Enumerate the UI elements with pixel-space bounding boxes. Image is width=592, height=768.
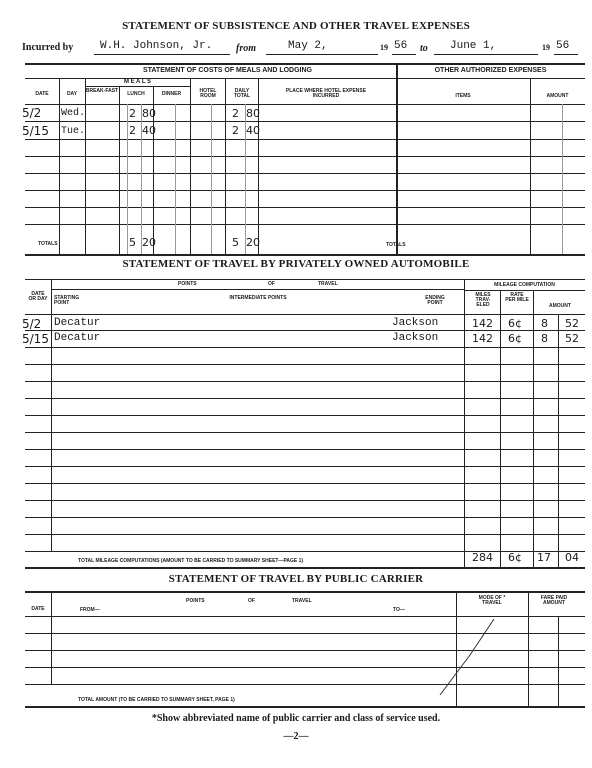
auto-row-start: Decatur (54, 317, 101, 329)
auto-col-intermediate: INTERMEDIATE POINTS (229, 295, 287, 301)
other-totals-label: TOTALS (386, 242, 406, 248)
totals-lunch-cents: 20 (142, 236, 156, 249)
auto-total-label: TOTAL MILEAGE COMPUTATIONS (AMOUNT TO BE CARRIED TO SUMMARY SHEET—PAGE 1) (78, 558, 304, 564)
auto-points-label: POINTS (178, 281, 197, 287)
to-label: to (420, 43, 428, 54)
auto-col-rate: RATE PER MILE (505, 292, 529, 303)
col-day: DAY (66, 91, 78, 97)
col-hotel-room: HOTEL ROOM (199, 88, 217, 99)
col-place: PLACE WHERE HOTEL EXPENSE INCURRED (285, 88, 367, 99)
auto-section-title: STATEMENT OF TRAVEL BY PRIVATELY OWNED AUTOMOBILE (122, 258, 470, 270)
totals-daily-cents: 20 (246, 236, 260, 249)
col-dinner: DINNER (161, 91, 182, 97)
totals-daily-dollars: 5 (232, 236, 239, 249)
year-prefix-1: 19 (380, 43, 388, 52)
auto-col-start: STARTING POINT (54, 295, 80, 306)
auto-row-end: Jackson (392, 317, 439, 329)
year-prefix-2: 19 (542, 43, 550, 52)
auto-row-amount-cents: 52 (565, 332, 579, 345)
page-title: STATEMENT OF SUBSISTENCE AND OTHER TRAVEL EXPENSES (122, 20, 470, 32)
meal-row-lunch-cents: 40 (142, 124, 156, 137)
meals-label: M E A L S (123, 79, 152, 85)
col-daily-total: DAILY TOTAL (233, 88, 251, 99)
from-date-value: May 2, (288, 40, 328, 52)
meal-row-day: Wed. (61, 108, 86, 119)
carrier-col-date: DATE (31, 606, 45, 612)
col-lunch: LUNCH (127, 91, 145, 97)
year-2-value: 56 (556, 40, 570, 52)
meal-row-total-dollars: 2 (232, 124, 239, 137)
auto-col-amount: AMOUNT (549, 303, 571, 309)
auto-row-date: 5/2 (22, 317, 42, 331)
meal-row-lunch-dollars: 2 (129, 107, 136, 120)
footer-note: *Show abbreviated name of public carrier and class of service used. (151, 713, 441, 724)
meal-row-total-cents: 80 (246, 107, 260, 120)
carrier-total-label: TOTAL AMOUNT (TO BE CARRIED TO SUMMARY SHEET, PAGE 1) (78, 697, 235, 703)
carrier-col-fare: FARE PAID AMOUNT (540, 595, 568, 606)
col-items: ITEMS (455, 93, 471, 99)
auto-total-amount-dollars: 17 (537, 551, 551, 564)
auto-row-rate: 6¢ (508, 332, 522, 345)
auto-row-amount-dollars: 8 (541, 317, 548, 330)
carrier-of-label: OF (248, 598, 255, 604)
strike-mark (420, 615, 500, 700)
auto-row-start: Decatur (54, 332, 101, 344)
carrier-col-mode: MODE OF * TRAVEL (478, 595, 506, 606)
auto-row-date: 5/15 (22, 332, 49, 346)
auto-col-ending: ENDING POINT (425, 295, 445, 306)
carrier-section-title: STATEMENT OF TRAVEL BY PUBLIC CARRIER (168, 573, 424, 585)
totals-lunch-dollars: 5 (129, 236, 136, 249)
carrier-to-label: TO— (393, 607, 405, 613)
auto-row-miles: 142 (472, 332, 493, 345)
meal-row-day: Tue. (61, 126, 86, 137)
meal-row-total-cents: 40 (246, 124, 260, 137)
meal-row-date: 5/2 (22, 106, 42, 120)
auto-col-miles: MILES TRAV-ELED (475, 292, 491, 308)
carrier-points-label: POINTS (186, 598, 205, 604)
auto-row-amount-dollars: 8 (541, 332, 548, 345)
auto-row-miles: 142 (472, 317, 493, 330)
auto-total-rate: 6¢ (508, 551, 522, 564)
meal-row-total-dollars: 2 (232, 107, 239, 120)
col-date: DATE (35, 91, 49, 97)
year-1-value: 56 (394, 40, 408, 52)
col-breakfast: BREAK-FAST (85, 88, 119, 94)
carrier-travel-label: TRAVEL (292, 598, 312, 604)
auto-travel-label: TRAVEL (318, 281, 338, 287)
incurred-by-label: Incurred by (22, 42, 74, 53)
col-amount: AMOUNT (546, 93, 569, 99)
carrier-from-label: FROM— (80, 607, 100, 613)
auto-total-miles: 284 (472, 551, 493, 564)
incurred-by-value: W.H. Johnson, Jr. (100, 40, 213, 52)
meal-row-lunch-dollars: 2 (129, 124, 136, 137)
auto-total-amount-cents: 04 (565, 551, 579, 564)
auto-col-date: DATE OR DAY (28, 291, 48, 302)
auto-row-end: Jackson (392, 332, 439, 344)
meal-row-date: 5/15 (22, 124, 49, 138)
auto-of-label: OF (268, 281, 275, 287)
auto-row-rate: 6¢ (508, 317, 522, 330)
auto-row-amount-cents: 52 (565, 317, 579, 330)
page-number: —2— (283, 731, 309, 742)
meals-totals-label: TOTALS (38, 241, 58, 247)
other-expenses-title: OTHER AUTHORIZED EXPENSES (434, 67, 547, 74)
to-date-value: June 1, (450, 40, 497, 52)
from-label: from (236, 43, 256, 54)
meal-row-lunch-cents: 80 (142, 107, 156, 120)
meals-section-title: STATEMENT OF COSTS OF MEALS AND LODGING (142, 67, 313, 74)
mileage-computation-label: MILEAGE COMPUTATION (494, 282, 555, 288)
